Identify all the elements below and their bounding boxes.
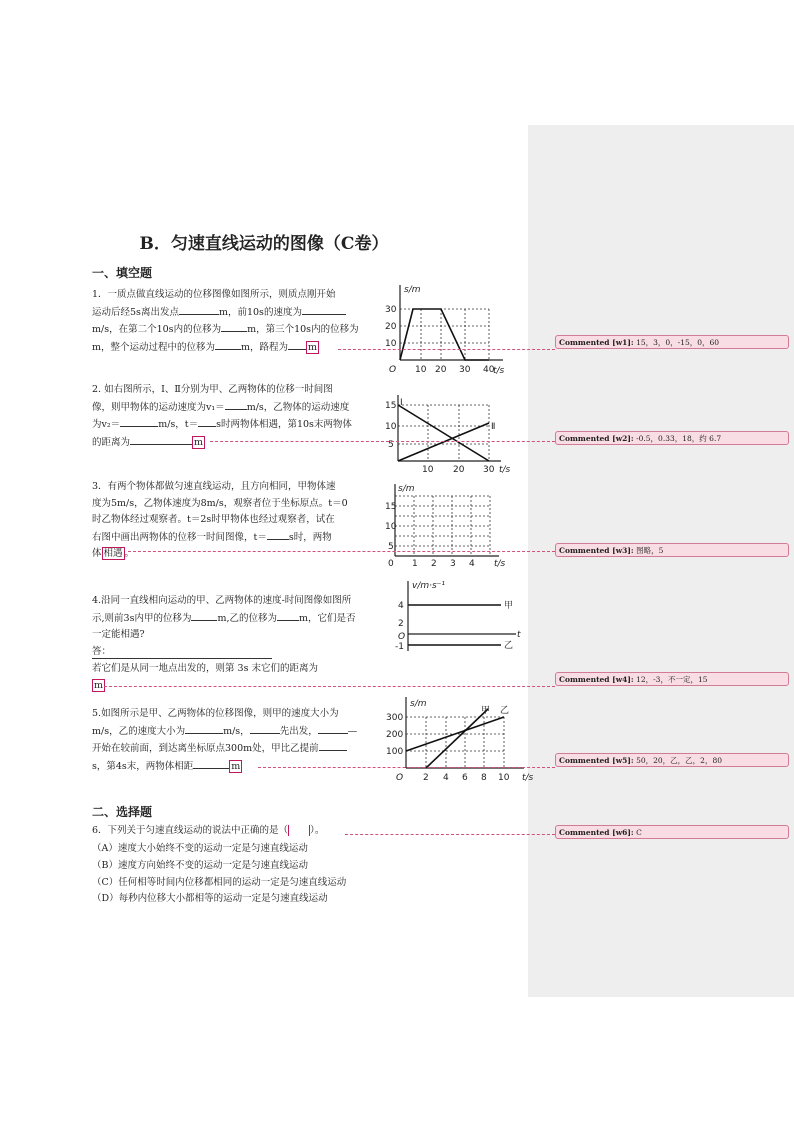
comment-bubble[interactable]: Commented [w2]: -0.5，0.33，18，约 6.7	[555, 431, 789, 445]
answer-line[interactable]	[92, 658, 272, 659]
comment-connector	[258, 767, 555, 768]
comment-bubble[interactable]: Commented [w3]: 图略，5	[555, 543, 789, 557]
option-b[interactable]: （B）速度方向始终不变的运动一定是匀速直线运动	[92, 859, 308, 871]
answer-blank[interactable]	[302, 304, 346, 315]
figure-3-blank-grid	[383, 482, 511, 568]
question-4: 4.沿同一直线相向运动的甲、乙两物体的速度-时间图像如图所 示,则前3s内甲的位移为 m,乙的位移为 m，它们是否 一定能相遇? 答： 若它们是从同一地点出发的，则第 3s 末它们的距离为 m	[92, 595, 356, 691]
y-tick-label: 200	[386, 730, 404, 740]
x-axis-label: t	[517, 630, 521, 640]
answer-blank[interactable]	[221, 321, 247, 332]
x-tick-label: 20	[453, 465, 465, 475]
x-tick-label: 10	[415, 365, 427, 375]
option-d[interactable]: （D）每秒内位移大小都相等的运动一定是匀速直线运动	[92, 893, 328, 905]
comment-anchor[interactable]: 相遇	[103, 548, 123, 560]
x-tick-label: 10	[422, 465, 434, 475]
x-tick-label: 20	[435, 365, 447, 375]
answer-box[interactable]	[288, 825, 310, 836]
y-axis-label: s/m	[410, 699, 427, 709]
y-tick-label: 2	[398, 619, 404, 629]
comment-connector	[345, 834, 555, 835]
line-yi-label: 乙	[500, 706, 510, 716]
line-ii-label: Ⅱ	[491, 422, 496, 432]
x-tick-label: 1	[412, 559, 418, 568]
comment-anchor[interactable]: m	[231, 760, 241, 772]
comment-bubble[interactable]: Commented [w6]: C	[555, 825, 789, 839]
y-tick-label: 15	[385, 401, 397, 411]
question-1: 1．一质点做直线运动的位移图像如图所示，则质点刚开始 运动后经5s离出发点 m，前10s的速度为 m/s，在第二个10s内的位移为 m，第三个10s内的位移为 m，整个运动过程中的位移为 m，路程为 m	[92, 289, 359, 353]
x-tick-label: 2	[423, 773, 429, 783]
answer-blank[interactable]	[215, 339, 241, 350]
y-axis-label: s/m	[398, 484, 415, 494]
y-tick-label: 10	[385, 522, 397, 532]
comment-connector	[210, 441, 555, 442]
answer-blank[interactable]	[130, 434, 192, 445]
answer-blank[interactable]	[318, 723, 348, 734]
page-title: B．匀速直线运动的图像（C卷）	[139, 234, 389, 254]
line-jia-label: 甲	[504, 601, 514, 611]
comment-margin-panel	[528, 125, 794, 997]
y-tick-label: 10	[385, 339, 397, 349]
answer-blank[interactable]	[319, 740, 347, 751]
comment-bubble[interactable]: Commented [w4]: 12，-3，不一定，15	[555, 672, 789, 686]
origin-label: O	[396, 773, 404, 783]
answer-blank[interactable]	[267, 529, 289, 540]
figure-1-position-time-graph	[383, 281, 509, 375]
question-6: 6．下列关于匀速直线运动的说法中正确的是（ ）。	[92, 825, 325, 836]
y-tick-label: 4	[398, 601, 404, 611]
line-ii	[398, 423, 489, 461]
option-c[interactable]: （C）任何相等时间内位移都相同的运动一定是匀速直线运动	[92, 876, 347, 888]
answer-blank[interactable]	[198, 416, 216, 427]
y-tick-label: 20	[385, 322, 397, 332]
graph-line	[400, 309, 489, 360]
line-yi	[406, 717, 504, 751]
x-tick-label: 2	[431, 559, 437, 568]
x-axis-label: t/s	[522, 773, 534, 783]
comment-anchor[interactable]: m	[308, 341, 318, 353]
y-tick-label: 5	[388, 440, 394, 450]
x-tick-label: 10	[498, 773, 510, 783]
x-tick-label: 8	[481, 773, 487, 783]
comment-anchor[interactable]: m	[94, 679, 104, 691]
section-heading-fill-in: 一、填空题	[92, 266, 153, 280]
y-tick-label: 15	[385, 502, 397, 512]
comment-connector	[338, 349, 555, 350]
x-axis-label: t/s	[494, 559, 506, 568]
origin-label: 0	[388, 559, 394, 568]
comment-connector	[128, 551, 555, 552]
comment-bubble[interactable]: Commented [w1]: 15，3，0，-15，0，60	[555, 335, 789, 349]
x-tick-label: 40	[483, 365, 495, 375]
question-3: 3．有两个物体都做匀速直线运动，且方向相同，甲物体速 度为5m/s，乙物体速度为8m/s，观察者位于坐标原点。t＝0 时乙物体经过观察者。t＝2s时甲物体也经过观察者，试在 右图中画出两物体的位移一时间图像，t＝ s时，两物 体 相遇 。	[92, 481, 348, 560]
figure-4-velocity-time-graph	[393, 578, 523, 658]
question-2: 2. 如右图所示，Ⅰ、Ⅱ分别为甲、乙两物体的位移一时间图 像，则甲物体的运动速度为v₁＝ m/s，乙物体的运动速度 为v₂＝ m/s，t＝ s时两物体相遇，第10s末两物体 的距离为 m	[92, 384, 352, 448]
y-tick-label: 100	[386, 747, 404, 757]
y-tick-label: -1	[395, 642, 404, 652]
answer-blank[interactable]	[179, 304, 219, 315]
line-jia-label: 甲	[481, 706, 491, 716]
question-5: 5.如图所示是甲、乙两物体的位移图像，则甲的速度大小为 m/s，乙的速度大小为 m/s， 先出发， — 开始在较前面，到达离坐标原点300m处，甲比乙提前 s，第4s末，两物体相距 m	[92, 708, 358, 772]
line-i-label: Ⅰ	[400, 398, 403, 408]
line-jia	[426, 709, 488, 768]
x-tick-label: 30	[483, 465, 495, 475]
comment-connector	[104, 686, 555, 687]
answer-blank[interactable]	[277, 610, 299, 621]
answer-blank[interactable]	[250, 723, 280, 734]
figure-5-position-time-graph	[384, 695, 540, 785]
answer-blank[interactable]	[191, 610, 217, 621]
x-tick-label: 4	[443, 773, 449, 783]
y-tick-label: 30	[385, 305, 397, 315]
x-tick-label: 6	[462, 773, 468, 783]
y-tick-label: 300	[386, 713, 404, 723]
figure-2-position-time-graph	[383, 393, 513, 477]
answer-blank[interactable]	[120, 416, 158, 427]
origin-label: O	[389, 365, 397, 375]
x-axis-label: t/s	[499, 465, 511, 475]
comment-bubble[interactable]: Commented [w5]: 50，20，乙，乙，2，80	[555, 753, 789, 767]
origin-label: O	[398, 632, 406, 642]
x-tick-label: 4	[469, 559, 475, 568]
answer-blank[interactable]	[288, 339, 306, 350]
y-axis-label: v/m·s⁻¹	[412, 581, 446, 591]
y-axis-label: s/m	[404, 285, 421, 295]
line-i	[398, 405, 489, 461]
section-heading-multiple-choice: 二、选择题	[92, 805, 153, 819]
x-axis-label: t/s	[493, 366, 505, 375]
question-6-options	[92, 841, 346, 908]
x-tick-label: 3	[450, 559, 456, 568]
line-yi-label: 乙	[504, 641, 514, 651]
option-a[interactable]: （A）速度大小始终不变的运动一定是匀速直线运动	[92, 843, 308, 854]
answer-blank[interactable]	[193, 758, 229, 769]
comment-anchor[interactable]: m	[194, 436, 204, 448]
x-tick-label: 30	[459, 365, 471, 375]
answer-blank[interactable]	[185, 723, 223, 734]
answer-blank[interactable]	[225, 399, 247, 410]
y-tick-label: 5	[388, 542, 394, 552]
y-tick-label: 10	[385, 422, 397, 432]
